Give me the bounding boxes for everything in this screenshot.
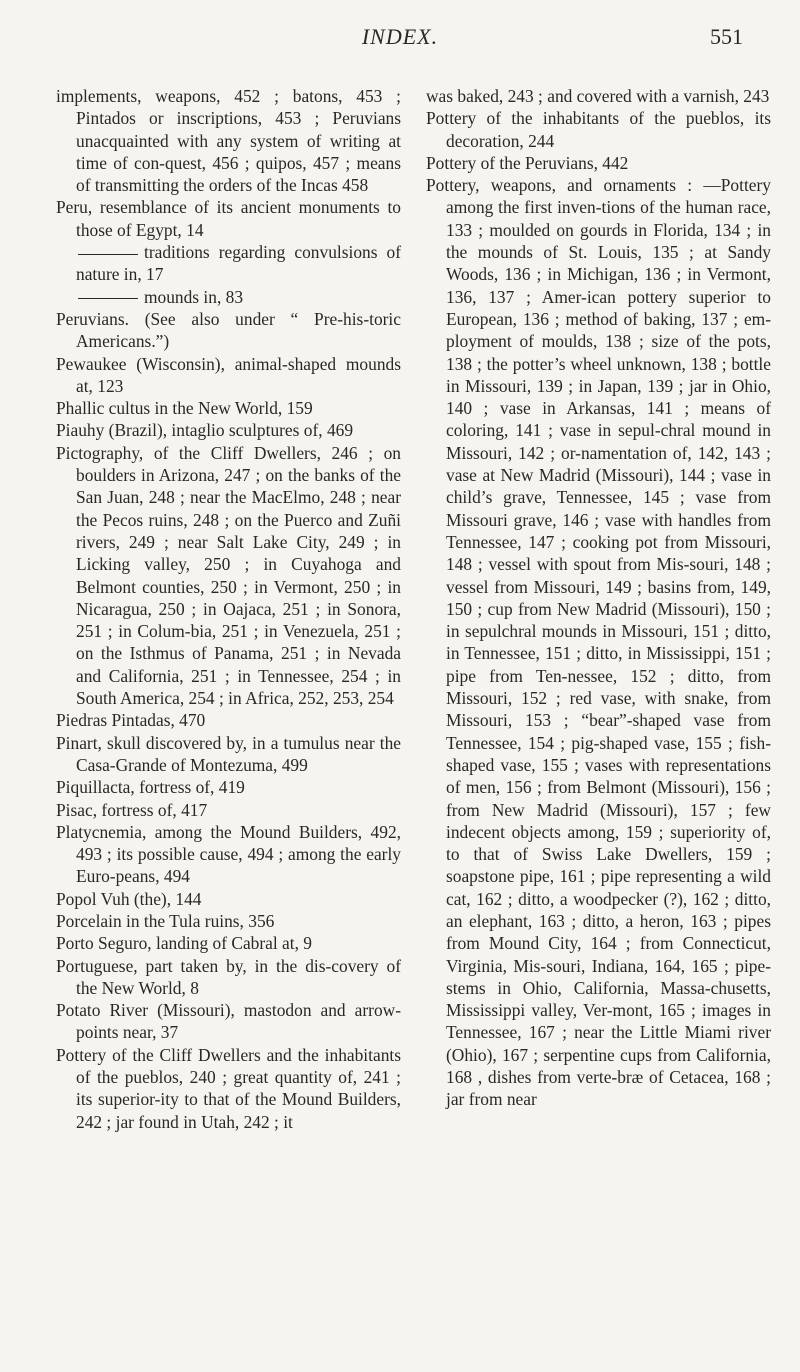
- entry-text: Piauhy (Brazil), intaglio sculptures of, 469: [56, 420, 354, 441]
- entry-text: Pottery, weapons, and ornaments : —Pottery among the first inven-tions of the human race, 133 ; moulded on gourds in Florida, 134 ; in the mounds of St. Louis, 135 ; at Sandy Woods, 136 ; in Michigan, 136 ; in Vermont, 136, 137 ; Amer-ican pottery superior to European, 136 ; method of baking, 137 ; em-ployment of moulds, 138 ; size of the pots, 138 ; the potter’s wheel unknown, 138 ; bottle in Missouri, 139 ; in Japan, 139 ; jar in Ohio, 140 ; vase in Arkansas, 141 ; means of coloring, 141 ; vase in sepul-chral mound in Missouri, 142 ; or-namentation of, 142, 143 ; vase at New Madrid (Missouri), 144 ; vase in child’s grave, Tennessee, 145 ; vase from Missouri grave, 146 ; vase with handles from Tennessee, 147 ; cooking pot from Missouri, 148 ; vessel with spout from Mis-souri, 148 ; vessel from Missouri, 149 ; basins from, 149, 150 ; cup from New Madrid (Missouri), 150 ; in sepulchral mounds in Missouri, 151 ; ditto, in Tennessee, 151 ; ditto, in Mississippi, 151 ; pipe from Ten-nessee, 152 ; ditto, from Missouri, 152 ; red vase, with snake, from Missouri, 153 ; “bear”-shaped vase from Tennessee, 154 ; pig-shaped vase, 155 ; fish-shaped vase, 155 ; vases with representations of men, 156 ; from Belmont (Missouri), 156 ; from New Madrid (Missouri), 157 ; few indecent objects among, 159 ; superiority of, to that of Swiss Lake Dwellers, 159 ; soapstone pipe, 161 ; pipe representing a wild cat, 162 ; ditto, a woodpecker (?), 162 ; ditto, an elephant, 163 ; ditto, a heron, 163 ; pipes from Mound City, 164 ; from Connecticut, Virginia, Mis-souri, Indiana, 164, 165 ; pipe-stems in Ohio, California, Massa-chusetts, Mississippi valley, Ver-mont, 165 ; images in Tennessee, 167 ; near the Little Miami river (Ohio), 167 ; serpentine cups from California, 168 , dishes from verte-bræ of Cetacea, 168 ; jar from near: [426, 175, 771, 1110]
- index-entry: [56, 799, 401, 821]
- entry-text: Pictography, of the Cliff Dwellers, 246 ; on boulders in Arizona, 247 ; on the banks of the San Juan, 248 ; near the MacElmo, 248 ; near the Pecos ruins, 248 ; on the Puerco and Zuñi rivers, 249 ; near Salt Lake City, 249 ; in Licking valley, 250 ; in Cuyahoga and Belmont counties, 250 ; in Vermont, 250 ; in Nicaragua, 250 ; in Oajaca, 251 ; in Sonora, 251 ; in Colum-bia, 251 ; in Venezuela, 251 ; on the Isthmus of Panama, 251 ; in Nevada and California, 251 ; in Tennessee, 254 ; in South America, 254 ; in Africa, 252, 253, 254: [56, 442, 401, 709]
- index-entry: [56, 442, 401, 710]
- entry-text: Pottery of the Cliff Dwellers and the inhabitants of the pueblos, 240 ; great quantity of, 241 ; its superior-ity to that of the Mound Builders, 242 ; jar found in Utah, 242 ; it: [56, 1044, 401, 1132]
- entry-text: Peruvians. (See also under “ Pre-his-toric Americans.”): [56, 308, 401, 352]
- index-subentry: [56, 241, 401, 286]
- index-entry: [56, 397, 401, 419]
- entry-text: Porto Seguro, landing of Cabral at, 9: [56, 933, 312, 954]
- entry-text: Phallic cultus in the New World, 159: [56, 398, 313, 419]
- index-entry: [56, 419, 401, 441]
- index-entry: [56, 932, 401, 954]
- entry-text: mounds in, 83: [144, 286, 244, 307]
- index-entry: [426, 152, 771, 174]
- ditto-rule: [78, 254, 138, 255]
- index-entry: [56, 776, 401, 798]
- index-entry: [56, 353, 401, 398]
- index-entry: [56, 910, 401, 932]
- page-title: INDEX.: [361, 24, 439, 49]
- entry-text: Platycnemia, among the Mound Builders, 492, 493 ; its possible cause, 494 ; among the early Euro-peans, 494: [56, 821, 401, 887]
- page-header: [0, 22, 800, 62]
- entry-text: Piedras Pintadas, 470: [56, 710, 206, 731]
- entry-text: Pewaukee (Wisconsin), animal-shaped mounds at, 123: [56, 353, 401, 396]
- entry-text: Potato River (Missouri), mastodon and arrow-points near, 37: [56, 1000, 401, 1043]
- index-entry: [56, 196, 401, 241]
- entry-text: Porcelain in the Tula ruins, 356: [56, 910, 275, 931]
- entry-text: Pisac, fortress of, 417: [56, 799, 208, 820]
- index-entry: [56, 85, 401, 196]
- entry-text: Pinart, skull discovered by, in a tumulus near the Casa-Grande of Montezuma, 499: [56, 732, 401, 775]
- index-entry: [426, 174, 771, 1110]
- entry-text: implements, weapons, 452 ; batons, 453 ; Pintados or inscriptions, 453 ; Peruvians unacquainted with any system of writing at time of con-quest, 456 ; quipos, 457 ; means of transmitting the orders of the Incas 458: [56, 86, 401, 196]
- index-entry: [56, 709, 401, 731]
- index-entry: [426, 107, 771, 152]
- index-entry: [56, 999, 401, 1044]
- entry-text: was baked, 243 ; and covered with a varnish, 243: [426, 86, 770, 106]
- left-column: [56, 85, 401, 1133]
- index-entry: [56, 308, 401, 353]
- page-number: 551: [710, 24, 743, 49]
- index-entry: [56, 955, 401, 1000]
- right-column: [426, 85, 771, 1111]
- index-entry: [426, 85, 771, 107]
- entry-text: Pottery of the Peruvians, 442: [426, 152, 629, 173]
- index-entry: [56, 1044, 401, 1133]
- index-subentry: [56, 286, 401, 308]
- entry-text: Portuguese, part taken by, in the dis-covery of the New World, 8: [56, 955, 401, 998]
- entry-text: Popol Vuh (the), 144: [56, 888, 202, 909]
- entry-text: Piquillacta, fortress of, 419: [56, 777, 245, 798]
- index-entry: [56, 888, 401, 910]
- index-entry: [56, 821, 401, 888]
- entry-text: Peru, resemblance of its ancient monuments to those of Egypt, 14: [56, 197, 401, 240]
- entry-text: traditions regarding convulsions of nature in, 17: [76, 242, 401, 285]
- entry-text: Pottery of the inhabitants of the pueblos, its decoration, 244: [426, 108, 771, 151]
- ditto-rule: [78, 298, 138, 299]
- index-entry: [56, 732, 401, 777]
